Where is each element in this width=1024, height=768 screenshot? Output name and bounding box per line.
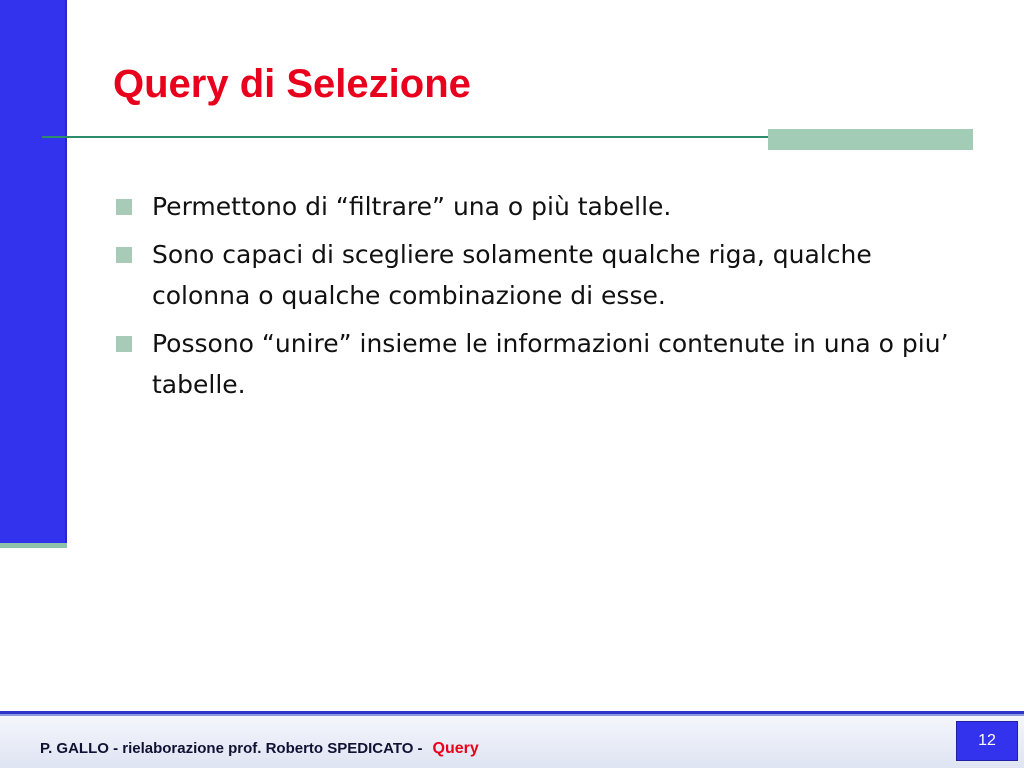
page-number: 12: [956, 721, 1018, 761]
bullet-text: Permettono di “filtrare” una o più tabelle.: [152, 192, 672, 221]
footer-author: P. GALLO - rielaborazione prof. Roberto SPEDICATO -: [40, 740, 423, 757]
bullet-text: Possono “unire” insieme le informazioni contenute in una o piu’ tabelle.: [152, 329, 949, 399]
slide-title: Query di Selezione: [113, 62, 471, 106]
footer-topic: Query: [432, 740, 479, 757]
bullet-text: Sono capaci di scegliere solamente qualche riga, qualche colonna o qualche combinazione di esse.: [152, 240, 872, 310]
bullet-item: [116, 234, 966, 316]
bullet-square-icon: [116, 199, 132, 215]
bullet-square-icon: [116, 336, 132, 352]
bullet-square-icon: [116, 247, 132, 263]
title-accent-block: [768, 129, 973, 150]
footer-credit: [40, 739, 479, 759]
bullet-list: [116, 186, 966, 412]
bullet-item: [116, 323, 966, 405]
left-sidebar-bar: [0, 0, 67, 546]
left-sidebar-accent: [0, 543, 67, 548]
bullet-item: [116, 186, 966, 227]
